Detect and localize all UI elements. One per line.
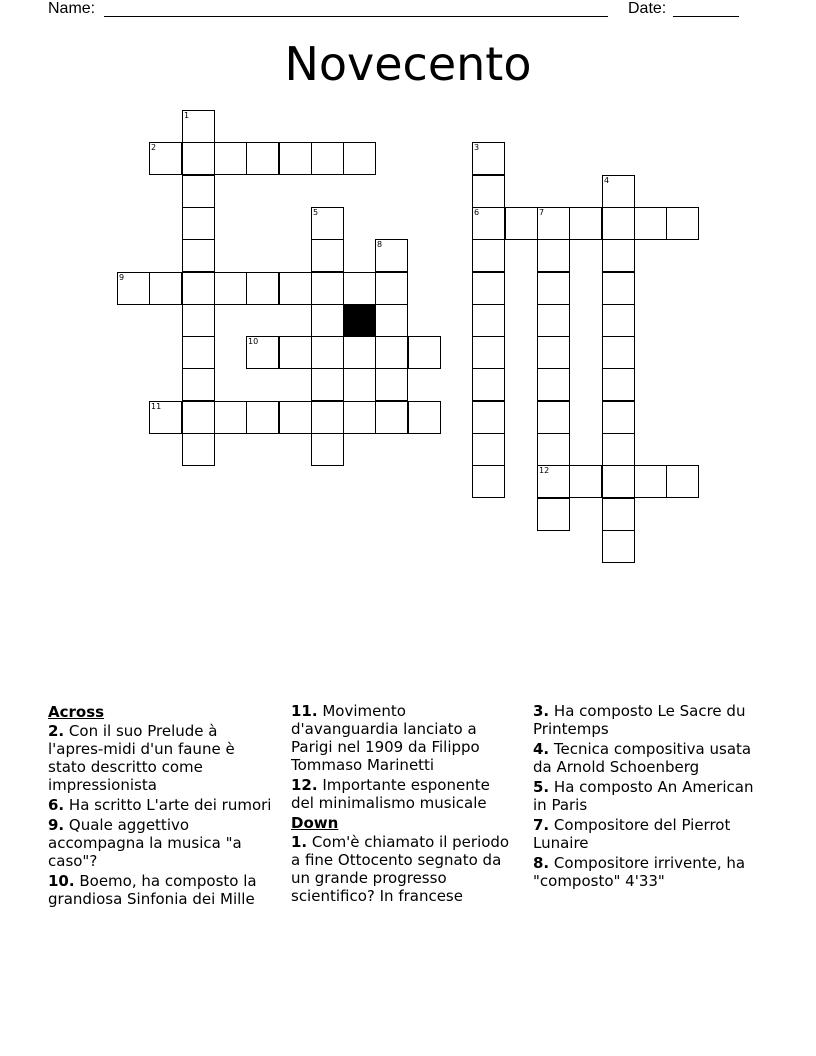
grid-cell[interactable] [149, 401, 182, 434]
grid-cell[interactable] [182, 175, 215, 208]
clue-across-12 [291, 776, 516, 812]
clue-number: 3. [533, 702, 550, 720]
clue-text: Com'è chiamato il periodo a fine Ottocento segnato da un grande progresso scientifico? In francese [291, 833, 510, 905]
clue-number: 6. [48, 796, 65, 814]
grid-cell[interactable] [602, 175, 635, 208]
grid-cell[interactable] [311, 401, 344, 434]
grid-cell[interactable] [602, 272, 635, 305]
page-title: Novecento [284, 37, 532, 91]
grid-cell[interactable] [117, 272, 150, 305]
grid-cell[interactable] [279, 142, 312, 175]
grid-cell[interactable] [602, 498, 635, 531]
clue-number-label: 11 [151, 402, 162, 411]
clue-text: Compositore irrivente, ha "composto" 4'33" [533, 854, 746, 890]
grid-cell[interactable] [472, 239, 505, 272]
grid-cell[interactable] [311, 239, 344, 272]
grid-cell[interactable] [311, 368, 344, 401]
grid-cell[interactable] [666, 207, 699, 240]
grid-cell[interactable] [375, 239, 408, 272]
clues-column-2 [291, 702, 516, 907]
clues-column-1 [48, 702, 273, 910]
black-square [343, 304, 376, 337]
clue-number-label: 3 [474, 143, 480, 152]
grid-cell[interactable] [472, 175, 505, 208]
clue-number-label: 5 [313, 208, 319, 217]
grid-cell[interactable] [375, 272, 408, 305]
down-heading: Down [291, 814, 339, 832]
clue-down-5 [533, 778, 758, 814]
clue-number-label: 6 [474, 208, 480, 217]
grid-cell[interactable] [311, 336, 344, 369]
grid-cell[interactable] [472, 207, 505, 240]
clue-number-label: 7 [539, 208, 545, 217]
grid-cell[interactable] [537, 272, 570, 305]
clue-number-label: 12 [539, 466, 550, 475]
grid-cell[interactable] [472, 401, 505, 434]
grid-cell[interactable] [569, 465, 602, 498]
grid-cell[interactable] [472, 336, 505, 369]
grid-cell[interactable] [472, 368, 505, 401]
grid-cell[interactable] [537, 239, 570, 272]
grid-cell[interactable] [472, 272, 505, 305]
clue-number: 5. [533, 778, 550, 796]
grid-cell[interactable] [602, 530, 635, 563]
clue-number: 4. [533, 740, 550, 758]
clue-number-label: 4 [604, 176, 610, 185]
clue-text: Boemo, ha composto la grandiosa Sinfonia dei Mille [48, 872, 257, 908]
grid-cell[interactable] [375, 368, 408, 401]
grid-cell[interactable] [602, 336, 635, 369]
clue-down-3 [533, 702, 758, 738]
clue-number-label: 1 [184, 111, 190, 120]
grid-cell[interactable] [214, 142, 247, 175]
grid-cell[interactable] [182, 368, 215, 401]
clue-number-label: 8 [377, 240, 383, 249]
grid-cell[interactable] [311, 142, 344, 175]
clue-down-8 [533, 854, 758, 890]
grid-cell[interactable] [279, 272, 312, 305]
clue-text: Ha composto An American in Paris [533, 778, 754, 814]
clue-text: Ha composto Le Sacre du Printemps [533, 702, 746, 738]
grid-cell[interactable] [149, 272, 182, 305]
clue-text: Tecnica compositiva usata da Arnold Schoenberg [533, 740, 752, 776]
clue-across-9 [48, 816, 273, 870]
grid-cell[interactable] [537, 304, 570, 337]
grid-cell[interactable] [537, 401, 570, 434]
grid-cell[interactable] [182, 304, 215, 337]
grid-cell[interactable] [375, 336, 408, 369]
clue-text: Movimento d'avanguardia lanciato a Parigi nel 1909 da Filippo Tommaso Marinetti [291, 702, 480, 774]
name-label: Name: [48, 0, 96, 17]
grid-cell[interactable] [246, 336, 279, 369]
grid-cell[interactable] [182, 272, 215, 305]
clue-number: 2. [48, 722, 65, 740]
clue-number: 7. [533, 816, 550, 834]
grid-cell[interactable] [343, 401, 376, 434]
grid-cell[interactable] [182, 433, 215, 466]
grid-cell[interactable] [279, 401, 312, 434]
grid-cell[interactable] [375, 401, 408, 434]
grid-cell[interactable] [182, 336, 215, 369]
grid-cell[interactable] [569, 207, 602, 240]
grid-cell[interactable] [343, 272, 376, 305]
grid-cell[interactable] [279, 336, 312, 369]
clue-number-label: 2 [151, 143, 157, 152]
grid-cell[interactable] [149, 142, 182, 175]
grid-cell[interactable] [634, 465, 667, 498]
clue-text: Quale aggettivo accompagna la musica "a caso"? [48, 816, 242, 870]
grid-cell[interactable] [472, 304, 505, 337]
grid-cell[interactable] [182, 142, 215, 175]
clue-text: Compositore del Pierrot Lunaire [533, 816, 731, 852]
clue-down-1 [291, 833, 516, 905]
across-heading: Across [48, 703, 105, 721]
grid-cell[interactable] [472, 142, 505, 175]
clue-number: 12. [291, 776, 318, 794]
grid-cell[interactable] [602, 433, 635, 466]
grid-cell[interactable] [246, 142, 279, 175]
clue-across-11 [291, 702, 516, 774]
grid-cell[interactable] [505, 207, 538, 240]
grid-cell[interactable] [343, 142, 376, 175]
grid-cell[interactable] [311, 272, 344, 305]
grid-cell[interactable] [214, 401, 247, 434]
clue-number-label: 10 [248, 337, 259, 346]
clue-across-6 [48, 796, 273, 814]
grid-cell[interactable] [602, 368, 635, 401]
grid-cell[interactable] [311, 433, 344, 466]
clue-number: 9. [48, 816, 65, 834]
grid-cell[interactable] [375, 304, 408, 337]
grid-cell[interactable] [602, 304, 635, 337]
grid-cell[interactable] [408, 336, 441, 369]
clue-number: 8. [533, 854, 550, 872]
grid-cell[interactable] [182, 207, 215, 240]
clue-number: 1. [291, 833, 308, 851]
clue-number-label: 9 [119, 273, 125, 282]
grid-cell[interactable] [634, 207, 667, 240]
clue-text: Importante esponente del minimalismo musicale [291, 776, 490, 812]
clue-number: 11. [291, 702, 318, 720]
grid-cell[interactable] [182, 401, 215, 434]
grid-cell[interactable] [602, 207, 635, 240]
grid-cell[interactable] [214, 272, 247, 305]
grid-cell[interactable] [602, 401, 635, 434]
grid-cell[interactable] [311, 304, 344, 337]
date-label: Date: [628, 0, 667, 17]
grid-cell[interactable] [537, 207, 570, 240]
clue-across-2 [48, 722, 273, 794]
grid-cell[interactable] [602, 239, 635, 272]
grid-cell[interactable] [182, 239, 215, 272]
grid-cell[interactable] [537, 498, 570, 531]
clue-down-4 [533, 740, 758, 776]
grid-cell[interactable] [537, 368, 570, 401]
grid-cell[interactable] [182, 110, 215, 143]
grid-cell[interactable] [246, 272, 279, 305]
clues-column-3 [533, 702, 758, 892]
grid-cell[interactable] [666, 465, 699, 498]
clue-text: Con il suo Prelude à l'apres-midi d'un faune è stato descritto come impressionista [48, 722, 235, 794]
grid-cell[interactable] [537, 336, 570, 369]
clue-number: 10. [48, 872, 75, 890]
clue-across-10 [48, 872, 273, 908]
grid-cell[interactable] [472, 433, 505, 466]
clue-down-7 [533, 816, 758, 852]
grid-cell[interactable] [537, 465, 570, 498]
grid-cell[interactable] [537, 433, 570, 466]
clue-text: Ha scritto L'arte dei rumori [68, 796, 272, 814]
grid-cell[interactable] [343, 336, 376, 369]
grid-cell[interactable] [602, 465, 635, 498]
grid-cell[interactable] [408, 401, 441, 434]
grid-cell[interactable] [311, 207, 344, 240]
grid-cell[interactable] [472, 465, 505, 498]
grid-cell[interactable] [246, 401, 279, 434]
